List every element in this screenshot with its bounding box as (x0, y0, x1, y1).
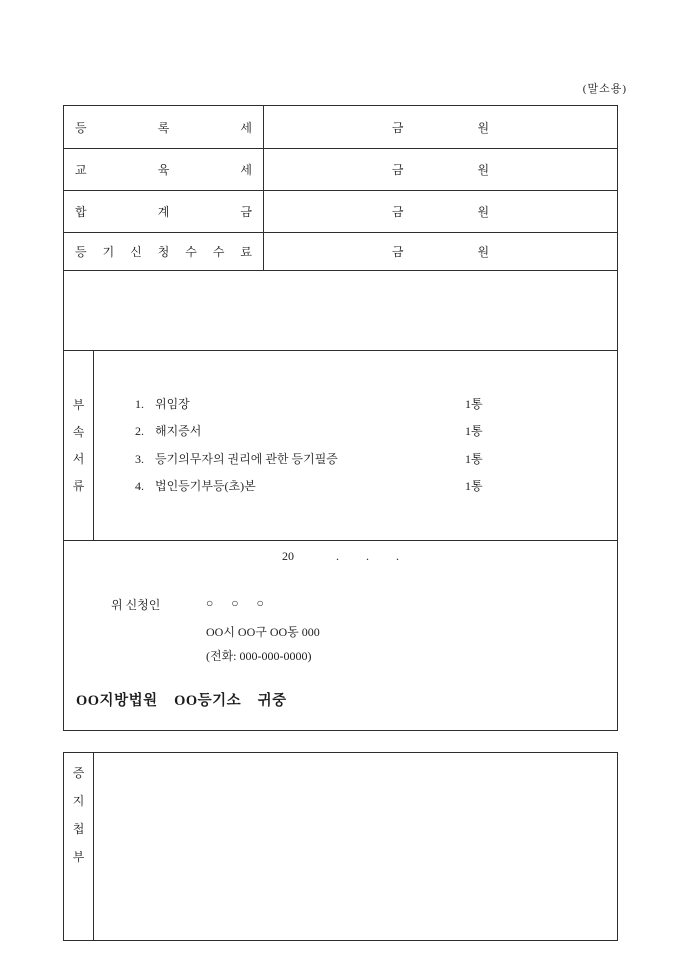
fee-label-cell (64, 233, 264, 270)
vertical-label-char: 부 (72, 850, 85, 864)
fee-row-total (64, 191, 617, 233)
applicant-label: 위 신청인 (111, 598, 161, 612)
item-title: 해지증서 (155, 424, 202, 438)
attachments-vertical-label (64, 351, 94, 540)
item-number: 4. (135, 479, 144, 493)
fee-value-cell (264, 191, 617, 232)
vertical-label-char: 류 (72, 478, 85, 493)
stamp-vertical-label (64, 753, 94, 940)
attachments-list (94, 351, 617, 540)
currency-prefix: 금 (391, 205, 404, 219)
vertical-label-char: 속 (72, 424, 85, 439)
fee-and-signature-table (63, 105, 618, 731)
stamp-attach-area (94, 753, 617, 940)
item-title: 법인등기부등(초)본 (155, 479, 256, 493)
applicant-address: OO시 OO구 OO동 000 (206, 625, 320, 639)
vertical-label-char: 첩 (72, 822, 85, 836)
fee-value-cell (264, 233, 617, 270)
list-item (135, 391, 617, 419)
fee-label-cell (64, 149, 264, 190)
applicant-phone: (전화: 000-000-0000) (206, 649, 312, 663)
item-count: 1통 (465, 451, 483, 466)
currency-suffix: 원 (477, 120, 490, 135)
fee-row-education-tax (64, 149, 617, 191)
fee-row-application-fee (64, 233, 617, 271)
item-number: 3. (135, 451, 144, 466)
item-count: 1통 (465, 479, 483, 493)
item-number: 1. (135, 396, 144, 411)
signature-section (64, 541, 617, 730)
date-line: 20 . . . (282, 549, 399, 563)
item-title: 위임장 (155, 396, 190, 411)
blank-section (64, 271, 617, 351)
item-number: 2. (135, 424, 144, 438)
currency-prefix: 금 (391, 163, 404, 177)
item-title: 등기의무자의 권리에 관한 등기필증 (155, 451, 338, 466)
court-addressee-line: OO지방법원 OO등기소 귀중 (76, 693, 287, 709)
list-item (135, 446, 617, 474)
fee-label-cell (64, 106, 264, 148)
list-item (135, 418, 617, 446)
vertical-label-char: 서 (72, 451, 85, 466)
fee-value-cell (264, 149, 617, 190)
currency-suffix: 원 (477, 205, 490, 219)
fee-row-registration-tax (64, 106, 617, 149)
fee-value-cell (264, 106, 617, 148)
fee-label-text: 교 육 세 (75, 163, 252, 177)
fee-label-text: 등 기 신 청 수 수 료 (75, 245, 252, 259)
applicant-seal-circles: ○ ○ ○ (206, 596, 264, 610)
fee-label-text: 합 계 금 (75, 205, 252, 219)
item-count: 1통 (465, 396, 483, 411)
revenue-stamp-box (63, 752, 618, 941)
fee-label-cell (64, 191, 264, 232)
vertical-label-char: 부 (72, 397, 85, 412)
fee-label-text: 등 록 세 (75, 120, 252, 135)
currency-prefix: 금 (391, 245, 404, 259)
currency-suffix: 원 (477, 245, 490, 259)
corner-note: (말소용) (582, 83, 627, 95)
currency-suffix: 원 (477, 163, 490, 177)
currency-prefix: 금 (391, 120, 404, 135)
list-item (135, 473, 617, 501)
item-count: 1통 (465, 424, 483, 438)
vertical-label-char: 증 (72, 766, 85, 780)
vertical-label-char: 지 (72, 794, 85, 808)
attachments-section (64, 351, 617, 541)
